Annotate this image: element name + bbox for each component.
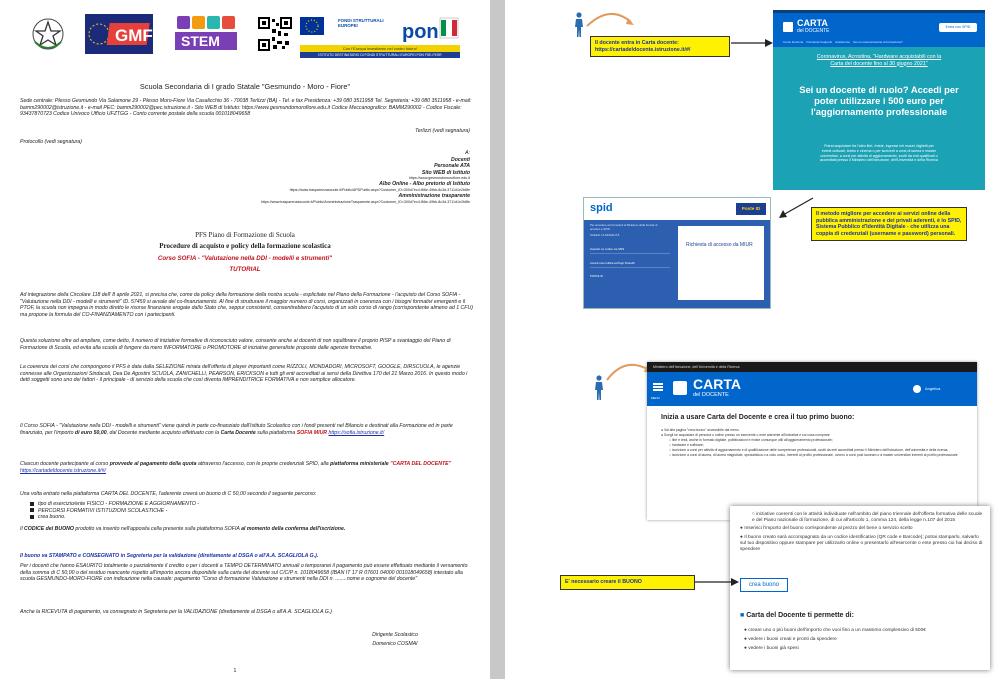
step-subitem: ○ libri e testi, anche in formato digitale, pubblicazioni e riviste comunque utili all'aggiornamento professionale; bbox=[669, 438, 833, 442]
paragraph-2: Questa soluzione oltre ad ampliare, come detto, il numero di iniziative formative di riconosciuto valore, consente anche ai docenti di non squilibrare il proprio PISP a svantaggio del Piano di Formazione di Scuola, ed evita alla scuola di fungere da mero INFORMATORE o PROMOTORE di iniziative generaliste proposte dalle agenzie formative. bbox=[20, 338, 451, 351]
screenshot-carta-dashboard bbox=[647, 362, 977, 520]
paragraph-4-carta: Carta Docente bbox=[220, 429, 256, 436]
crea-buono-button[interactable]: crea buono bbox=[740, 578, 788, 592]
recipients-albo-url[interactable]: https://www.trasparenzascuole.it/Public/APDPublic.aspx?Customer_ID=300d7ec4-f66e-49bb-8c3d-3711d1e2b8fe bbox=[289, 187, 470, 192]
spid-brand: spid bbox=[590, 202, 613, 214]
nav-item[interactable]: Come funziona bbox=[783, 40, 804, 44]
svg-text:GMF: GMF bbox=[115, 26, 153, 45]
recipients-sito-url[interactable]: https://www.gesmundomorofiore.edu.it bbox=[408, 176, 470, 181]
dashboard-brand-1: CARTA bbox=[693, 376, 741, 392]
dashboard-header bbox=[647, 372, 977, 406]
nav-item[interactable]: Domande frequenti bbox=[806, 40, 833, 44]
buono-section-list bbox=[744, 626, 984, 653]
curved-arrow-icon bbox=[605, 358, 653, 382]
carta-brand-1: CARTA bbox=[797, 18, 828, 28]
gmf-logo-icon bbox=[85, 14, 153, 54]
tutorial-label: TUTORIAL bbox=[229, 266, 261, 273]
section-item: ● vedere i buoni già spesi bbox=[744, 646, 799, 651]
step-item: ● Scegli se acquistare di persona o online presso un esercente o ente aderente all'iniziativa e sui cosa comprare bbox=[661, 433, 830, 437]
header-logos bbox=[30, 14, 470, 64]
recipients-trasparente: Amministrazione trasparente bbox=[398, 192, 470, 199]
school-title: Scuola Secondaria di I grado Statale "Gesmundo - Moro - Fiore" bbox=[139, 82, 351, 91]
step-subitem: ○ iscrizione a corsi per attività di aggiornamento e di qualificazione delle competenze professionali, svolti da enti accreditati presso il Ministero dell'istruzione, dell'università e della ricerca; bbox=[669, 448, 949, 452]
bullet-item: crea buono. bbox=[30, 514, 470, 521]
page-gap bbox=[490, 0, 505, 679]
screenshot-spid-login bbox=[583, 197, 771, 309]
carta-logo-icon bbox=[673, 381, 687, 395]
paragraph-9: Per i docenti che hanno ESAURITO totalmente o parzialmente il credito o per i docenti a TEMPO DETERMINATO annuali o temporanei il pagamento può essere effettuato mediante il versamento della somma di C 50,00 o del residuo mancante rispetto all'importo ancora disponibile sulla carta del docente sul C/C/P n. 1018049658 (IBAN IT 17 R 07601 04000 001018049658) intestato alla scuola GESMUNDO-MORO-FIORE con indicazione nella causale: pagamento "Corso di formazione Valutazione e strumenti nella DDI n. ........nome e cognome del docente" bbox=[20, 563, 468, 583]
recipients-sito: Sito WEB di Istituto bbox=[421, 169, 470, 176]
carta-brand-2: del DOCENTE bbox=[797, 28, 830, 34]
step-subitem: ○ hardware e software; bbox=[669, 443, 704, 447]
screenshot-carta-home bbox=[773, 10, 985, 190]
arrow-down-left-icon bbox=[775, 196, 815, 220]
curved-arrow-icon bbox=[585, 8, 635, 28]
recipients-a: A: bbox=[465, 150, 470, 156]
pon-band-2: ISTITUTO DESTINATARIO DI FONDI STRUTTURALI EUROPEI PON FSE-FESR bbox=[300, 52, 460, 58]
paragraph-4-text-a: Il Corso SOFIA - "Valutazione nella DDI - modelli e strumenti" viene quindi in parte co-finanziato dall'Istituto Scolastico con i fondi presenti nel Bilancio e destinati alla Formazione ed in parte finanziato, per l'importo bbox=[20, 423, 453, 436]
carta-nav bbox=[783, 40, 983, 44]
arrow-right-icon bbox=[695, 574, 739, 590]
recipients-docenti: Docenti bbox=[450, 156, 470, 163]
paragraph-7-text-b: prodotto va inserito nell'apposita cella presente sulla piattaforma SOFIA bbox=[75, 526, 240, 532]
recipients-ata: Personale ATA bbox=[434, 163, 470, 170]
italian-republic-emblem-icon bbox=[30, 14, 66, 54]
paragraph-6: Una volta entrato nella piattaforma CARTA DEL DOCENTE, l'aderente creerà un buono di C 50,00 secondo il seguente percorso: bbox=[20, 491, 317, 497]
paragraph-4 bbox=[20, 423, 475, 436]
paragraph-5-text-b: attraverso l'accesso, con le proprie credenziali SPID, alla bbox=[197, 461, 329, 467]
protocollo: Protocollo (vedi segnatura) bbox=[20, 139, 82, 145]
arrow-right-icon bbox=[731, 38, 773, 48]
recipients-trasparente-url[interactable]: https://www.trasparenzascuole.it/Public/AmministrazioneTrasparente.aspx?Customer_ID=300d7ec4-f66e-49bb-8c3d-3711d1e2b8fe bbox=[260, 199, 470, 204]
stem-logo-icon bbox=[175, 14, 237, 54]
carta-logo-icon bbox=[783, 22, 793, 32]
procedure-title: Procedure di acquisto e policy della formazione scolastica bbox=[159, 242, 331, 250]
spid-sms-option[interactable]: Inserisci un codice via SMS bbox=[590, 244, 670, 254]
course-title: Corso SOFIA - "Valutazione nella DDI - modelli e strumenti" bbox=[157, 255, 333, 262]
page-number: 1 bbox=[233, 668, 237, 674]
carta-news-link[interactable]: Coronavirus, Acrostina, "Hardware acquistabili con la Carta del docente fino al 30 giugno 2021" bbox=[816, 54, 942, 67]
spid-right-title: Richiesta di accesso da MIUR bbox=[686, 242, 753, 248]
paragraph-5 bbox=[20, 461, 475, 474]
buono-section-title: ■ Carta del Docente ti permette di: bbox=[740, 612, 854, 619]
spid-right-panel bbox=[678, 226, 764, 300]
carta-body: Potrai acquistare fra l'altro libri, riviste, ingressi nei musei, biglietti per eventi culturali, teatro e cinema o per iscriverti a corsi di laurea e master universitari, a corsi per attività di aggiornamento, svolti da enti qualificati o accreditati presso il Ministero dell'istruzione, dell'Università e della Ricerca bbox=[819, 144, 939, 163]
step-subitem: ○ iniziative coerenti con le attività individuate nell'ambito del piano triennale dell'offerta formativa delle scuole e del Piano nazionale di formazione, di cui all'articolo 1, comma 124, della legge n.107 del 2015 bbox=[752, 512, 983, 524]
recipients-albo: Albo Online - Albo pretorio di Istituto bbox=[379, 181, 470, 188]
user-name[interactable]: Angelica bbox=[925, 386, 941, 391]
step-item: ● Il buono creato sarà accompagnato da un codice identificativo (QR code e Barcode); potrai stamparlo, salvarlo sul tuo dispositivo oppure stampare per utilizzarlo online o presentarlo all'esercente o ente presso cui hai deciso di spendere bbox=[740, 534, 983, 553]
document-page-1 bbox=[0, 0, 490, 679]
pon-caption: FONDI STRUTTURALI EUROPEI bbox=[338, 18, 384, 28]
paragraph-3: La coerenza dei corsi che compongono il PFS è data dalla SELEZIONE mirata dell'offerta di player importanti come RIZZOLI, MONDADORI, MICROSOFT, GOOGLE, DIRSCUOLA, le agenzie connesse alle Organizzazioni Sindacali, Dea De Agostini SCUOLA, ZANICHELLI, PEARSON, ERICKSON e tutti gli enti accreditati ai sensi della Direttiva 170 del 21 Marzo 2016. In questo modo i detti soggetti sono uno dei fattori - il principale - di servizio della scuola che così diventa IMPRENDITRICE FORMATIVA e non semplice allocatore. bbox=[20, 364, 468, 384]
carta-headline: Sei un docente di ruolo? Accedi per poter utilizzare i 500 euro per l'aggiornamento professionale bbox=[799, 84, 959, 117]
hamburger-menu-icon[interactable] bbox=[653, 382, 663, 394]
step-item: ● Vai alla pagina "crea buono" accessibile dal menu bbox=[661, 428, 739, 432]
spid-left-line: Per accedere ai formazioni al Ministero della Scuola di accesso a SPID bbox=[590, 223, 658, 231]
spid-app-option[interactable]: Accedi una notifica sull'App PosteID bbox=[590, 258, 670, 268]
dashboard-brand-2: del DOCENTE bbox=[693, 392, 729, 398]
pon-band-1: Con l'Europa investiamo nel vostro futuro! bbox=[300, 45, 460, 52]
signature-name: Domenico COSMAI bbox=[372, 641, 418, 647]
paragraph-5-piattaforma: piattaforma ministeriale bbox=[330, 461, 389, 467]
paragraph-7-code: CODICE del BUONO bbox=[24, 526, 74, 532]
paragraph-10: Anche la RICEVUTA di pagamento, va consegnato in Segreteria per la VALIDAZIONE (direttamente al DSGA o all'A.A. SCAGLIOLA G.) bbox=[20, 609, 332, 615]
section-item: ● vedere i buoni creati e pronti da spendere bbox=[744, 637, 837, 642]
paragraph-8: Il buono va STAMPATO e CONSEGNATO in Segreteria per la validazione (direttamente al DSGA o all'A.A. SCAGLIOLA G.). bbox=[20, 553, 319, 559]
note-crea-buono: E' necessario creare il BUONO bbox=[560, 575, 695, 590]
step-subitem: ○ iscrizione a corsi di laurea, di laurea magistrale, specialistica o a ciclo unico, inerenti al profilo professionale, ovvero a corsi post lauream o a master universitari inerenti al profilo professionale bbox=[669, 453, 958, 457]
nav-item[interactable]: Assistenza bbox=[835, 40, 850, 44]
buono-steps bbox=[740, 512, 985, 553]
document-page-2 bbox=[505, 0, 1000, 679]
poste-id-badge: Poste ID bbox=[736, 203, 766, 215]
person-icon bbox=[593, 375, 605, 401]
nav-item[interactable]: Sei un esercente/ente di formazione? bbox=[853, 40, 903, 44]
paragraph-5-text-a: Ciascun docente partecipante al corso bbox=[20, 461, 109, 467]
paragraph-5-provvede: provvede al pagamento della quota bbox=[109, 461, 197, 467]
step-item: ● Inserisci l'importo del buono corrispondente al prezzo del bene o servizio scelto bbox=[740, 526, 913, 532]
note-carta-docente: Il docente entra in Carta docente: https://cartadeldocente.istruzione.it/#/ bbox=[590, 36, 730, 57]
paragraph-1: Ad integrazione della Circolare 118 dell' 8 aprile 2021, si precisa che, come da policy della formazione della nostra scuola - esplicitate nel Piano della Formazione - l'acquisto del Corso SOFIA - "Valutazione nella DDI - modelli e strumenti" ID. 57459 si avvale del co-finanziamento. Al fine di strutturare il maggior numero di corsi, organizzati in coerenza con i bisogni formativi emergenti e il PTOF, la scuola non impegna in modo diretto le risorse finanziarie erogate dallo Stato che, seppur consistenti, consentirebbero l'acquisto di un solo corso di rango (corrispondente almeno ad 1 CFU) ma propone la formula del CO-FINANZIAMENTO con i partecipanti. bbox=[20, 292, 473, 318]
svg-text:STEM: STEM bbox=[181, 33, 220, 49]
paragraph-4-text-b: , dal Docente mediante acquisto effettuato con la bbox=[106, 429, 220, 436]
path-bullets bbox=[30, 501, 470, 521]
paragraph-4-text-c: sulla piattaforma bbox=[257, 429, 296, 436]
pon-banner bbox=[300, 14, 460, 62]
sofia-link[interactable]: https://sofia.istruzione.it/ bbox=[328, 429, 385, 436]
person-icon bbox=[573, 12, 585, 38]
plan-title: PFS Piano di Formazione di Scuola bbox=[195, 231, 295, 239]
spid-posteid-label: POSTE ID bbox=[590, 274, 604, 278]
user-avatar-icon[interactable] bbox=[913, 385, 921, 393]
spid-login-button[interactable]: Entra con SPID bbox=[939, 23, 977, 32]
section-item: ● creare uno o più buoni dell'importo che vuoi fino a un massimo complessivo di 500€ bbox=[744, 628, 926, 633]
paragraph-4-sofia: SOFIA MIUR bbox=[296, 429, 328, 436]
paragraph-7 bbox=[20, 526, 475, 533]
paragraph-4-amount: di euro 50,00 bbox=[74, 429, 107, 436]
note-spid: Il metodo migliore per accedere ai servizi online della pubblica amministrazione e dei privati aderenti, è lo SPID, Sistema Pubblico d'Identità Digitale - che utilizza una coppia di credenziali (username e password) personali. bbox=[811, 207, 967, 241]
bullet-item: PERCORSI FORMATIVI ISTITUZIONI SCOLASTICHE - bbox=[30, 508, 470, 515]
spid-left-line: SCEGLI LA MODALITÀ bbox=[590, 233, 620, 238]
screenshot-crea-buono bbox=[730, 506, 990, 670]
paragraph-7-text-c: al momento della conferma dell'iscrizione. bbox=[241, 526, 346, 532]
dashboard-title: Inizia a usare Carta del Docente e crea il tuo primo buono: bbox=[661, 414, 855, 421]
dashboard-steps bbox=[661, 428, 961, 458]
paragraph-7-text-a: Il bbox=[20, 526, 23, 532]
bullet-item: tipo di esercizio/ente FISICO - FORMAZIONE E AGGIORNAMENTO - bbox=[30, 501, 470, 508]
carta-header bbox=[773, 13, 985, 47]
carta-docente-link[interactable]: https://cartadeldocente.istruzione.it/#/ bbox=[20, 467, 106, 474]
paragraph-5-carta: "CARTA DEL DOCENTE" bbox=[390, 461, 452, 467]
school-address: Sede centrale: Plesso Gesmundo Via Salamone 29 - Plesso Moro-Fiore Via Casalicchio 36 - 70038 Terlizzi (BA) - Tel. e fax Presidenza: +39 080 3511958 Tel. Segreteria: +39 080 3511958 - e-mail: bamm290002@istruzione.it - e-mail PEC: bamm290002@pec.istruzione.it - Sito WEB di Istituto: https://www.gesmundomorofiore.edu.it Codice Meccanografico: BAMM290002 - Codice Fiscale: 93437870723 Codice Univoco Ufficio UFZTGG - Conto corrente postale della scuola 001018049658 bbox=[20, 98, 472, 118]
svg-text:pon: pon bbox=[402, 21, 439, 43]
qr-code-icon bbox=[258, 14, 292, 54]
terlizzi-date: Terlizzi (vedi segnatura) bbox=[415, 128, 470, 134]
signature-role: Dirigente Scolastico bbox=[372, 632, 418, 638]
recipients bbox=[150, 150, 470, 205]
buono-section-title-text: Carta del Docente ti permette di: bbox=[746, 612, 854, 619]
menu-label: MENU bbox=[651, 396, 660, 400]
ministry-bar: Ministero dell'Istruzione, dell'Università e della Ricerca bbox=[647, 362, 977, 372]
